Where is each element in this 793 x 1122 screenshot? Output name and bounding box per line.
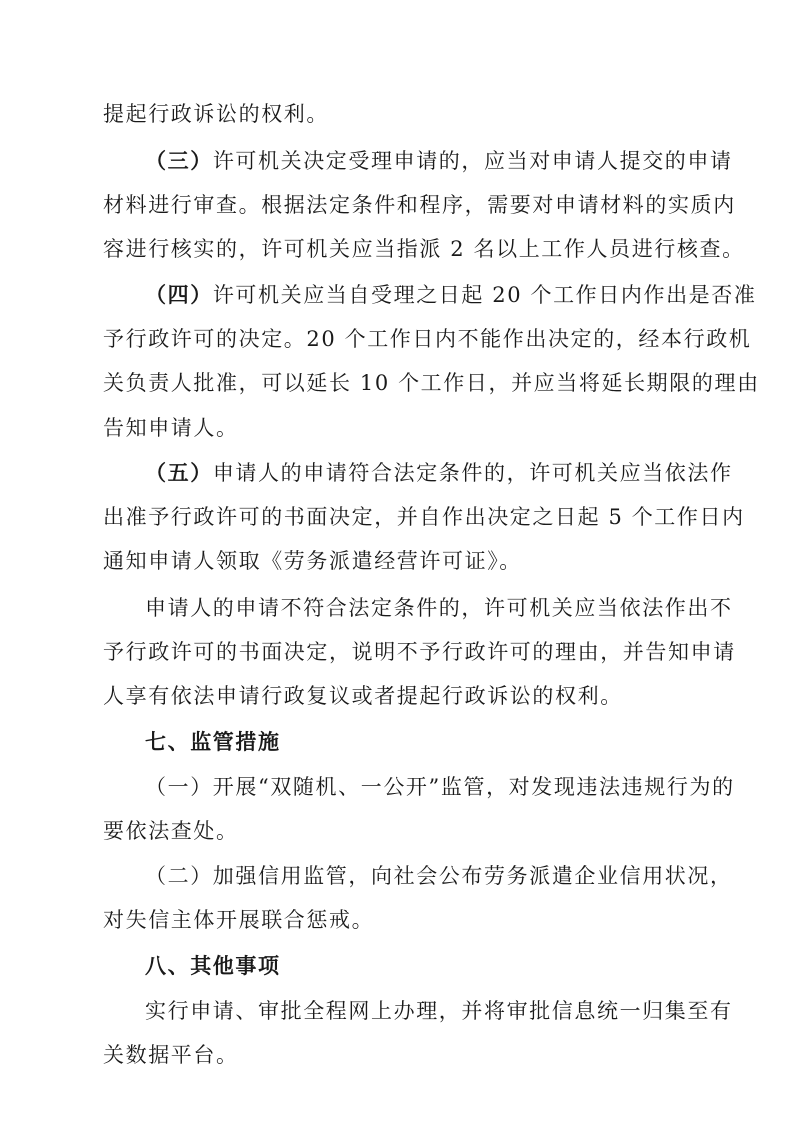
paragraph-line: 通知申请人领取《劳务派遣经营许可证》。 [103,549,522,573]
paragraph-line: 出准予行政许可的书面决定，并自作出决定之日起 5 个工作日内 [103,505,745,529]
paragraph-line [145,457,733,489]
item-number-3: （三） [145,148,213,173]
section-heading: 八、其他事项 [145,953,281,978]
paragraph-text: 申请人的申请符合法定条件的，许可机关应当依法作 [212,461,733,485]
paragraph-line: 关负责人批准，可以延长 10 个工作日，并应当将延长期限的理由 [103,371,760,395]
paragraph-line: 予行政许可的书面决定，说明不予行政许可的理由，并告知申请 [103,640,736,664]
item-number-4: （四） [145,282,213,307]
paragraph-line [145,279,756,311]
paragraph-line: 实行申请、审批全程网上办理，并将审批信息统一归集至有 [145,999,733,1023]
paragraph-line: 申请人的申请不符合法定条件的，许可机关应当依法作出不 [145,596,733,620]
paragraph-line [145,145,733,177]
paragraph-line: 容进行核实的，许可机关应当指派 2 名以上工作人员进行核查。 [103,237,745,261]
item-number-5: （五） [145,460,213,485]
paragraph-line: 对失信主体开展联合惩戒。 [103,908,375,932]
section-heading: 七、监管措施 [145,729,281,754]
paragraph-line: 人享有依法申请行政复议或者提起行政诉讼的权利。 [103,684,623,708]
paragraph-line: 予行政许可的决定。20 个工作日内不能作出决定的，经本行政机 [103,327,752,351]
paragraph-line: （二）加强信用监管，向社会公布劳务派遣企业信用状况， [145,864,733,888]
paragraph-line: 告知申请人。 [103,416,239,440]
paragraph-line: 关数据平台。 [103,1043,239,1067]
paragraph-line: 提起行政诉讼的权利。 [103,102,329,126]
paragraph-line: 材料进行审查。根据法定条件和程序，需要对申请材料的实质内 [103,193,736,217]
paragraph-line: 要依法查处。 [103,819,239,843]
paragraph-line: （一）开展“双随机、一公开”监管，对发现违法违规行为的 [145,775,735,799]
paragraph-text: 许可机关决定受理申请的，应当对申请人提交的申请 [212,149,733,173]
paragraph-text: 许可机关应当自受理之日起 20 个工作日内作出是否准 [212,283,757,307]
